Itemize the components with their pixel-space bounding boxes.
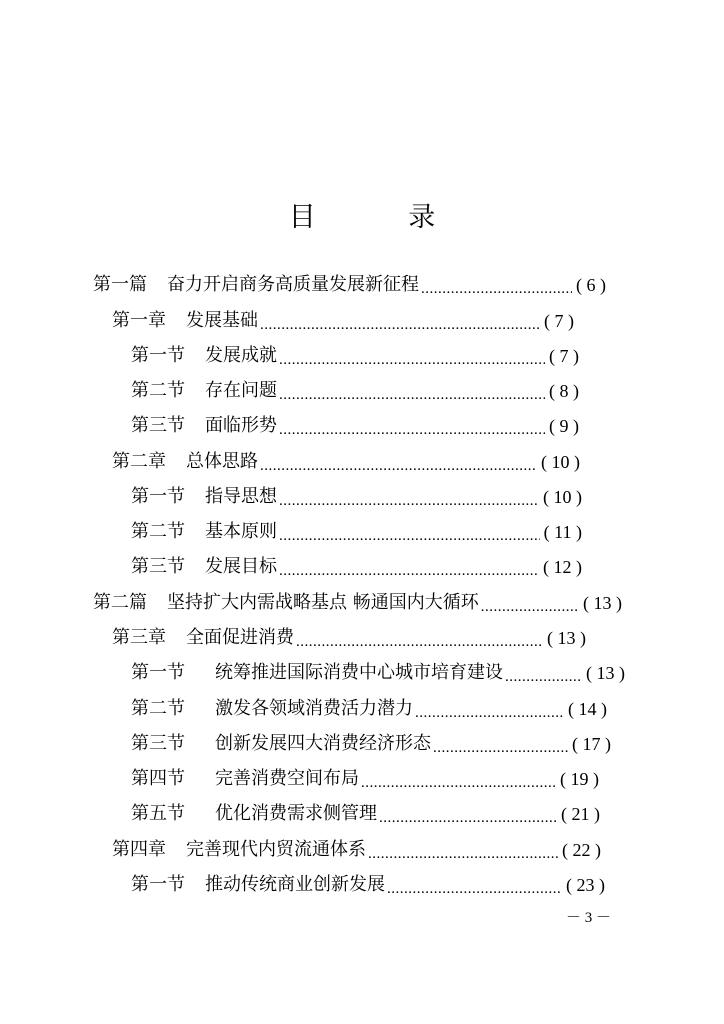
toc-dot-leader: [361, 768, 556, 794]
toc-entry-label: 第二篇: [93, 592, 147, 613]
toc-entry-page: ( 13 ): [547, 628, 586, 648]
toc-entry[interactable]: [131, 764, 599, 794]
toc-entry-label: 第五节: [131, 803, 185, 824]
toc-entry-page: ( 17 ): [572, 734, 611, 754]
toc-entry-title: 统筹推进国际消费中心城市培育建设: [215, 662, 503, 683]
toc-entry-label: 第一节: [131, 874, 185, 895]
toc-dot-leader: [379, 803, 557, 829]
toc-entry-title: 奋力开启商务高质量发展新征程: [167, 274, 419, 295]
toc-dot-leader: [279, 521, 540, 547]
toc-entry[interactable]: [131, 376, 579, 406]
toc-entry-page: ( 7 ): [544, 311, 574, 331]
toc-entry-label: 第三节: [131, 556, 185, 577]
toc-entry[interactable]: [131, 729, 611, 759]
toc-entry-label: 第一节: [131, 345, 185, 366]
toc-dot-leader: [279, 380, 545, 406]
toc-entry-page: ( 6 ): [576, 275, 606, 295]
toc-entry-page: ( 9 ): [549, 416, 579, 436]
page-title: 目 录: [288, 202, 478, 233]
toc-entry-label: 第三章: [112, 627, 166, 648]
toc-entry-label: 第四节: [131, 768, 185, 789]
toc-entry-page: ( 14 ): [568, 699, 607, 719]
toc-entry[interactable]: [131, 517, 582, 547]
toc-entry-title: 全面促进消费: [186, 627, 294, 648]
toc-entry-label: 第三节: [131, 733, 185, 754]
toc-dot-leader: [368, 839, 558, 865]
toc-dot-leader: [296, 627, 543, 653]
toc-entry[interactable]: [131, 482, 582, 512]
toc-entry[interactable]: [131, 341, 579, 371]
toc-entry-page: ( 8 ): [549, 381, 579, 401]
toc-entry-title: 完善现代内贸流通体系: [186, 839, 366, 860]
page-number: － 3 －: [566, 910, 612, 926]
toc-dot-leader: [433, 733, 568, 759]
toc-entry-page: ( 10 ): [541, 452, 580, 472]
toc-dot-leader: [279, 415, 545, 441]
toc-entry[interactable]: [112, 835, 601, 865]
toc-entry-label: 第二节: [131, 698, 185, 719]
toc-entry[interactable]: [112, 306, 574, 336]
toc-entry-page: ( 21 ): [561, 804, 600, 824]
toc-dot-leader: [481, 592, 579, 618]
toc-entry-page: ( 13 ): [586, 663, 625, 683]
toc-entry-page: ( 7 ): [549, 346, 579, 366]
toc-entry-title: 优化消费需求侧管理: [215, 803, 377, 824]
toc-entry[interactable]: [131, 658, 625, 688]
toc-entry-title: 完善消费空间布局: [215, 768, 359, 789]
toc-entry-title: 指导思想: [205, 486, 277, 507]
toc-entry-label: 第二章: [112, 451, 166, 472]
toc-entry[interactable]: [93, 588, 622, 618]
toc-entry-title: 基本原则: [205, 521, 277, 542]
toc-entry[interactable]: [131, 552, 582, 582]
toc-entry-page: ( 11 ): [543, 522, 582, 542]
toc-entry-title: 面临形势: [205, 415, 277, 436]
toc-entry-title: 激发各领域消费活力潜力: [215, 698, 413, 719]
toc-entry-title: 发展基础: [186, 310, 258, 331]
toc-dot-leader: [421, 274, 572, 300]
toc-entry-title: 坚持扩大内需战略基点 畅通国内大循环: [167, 592, 479, 613]
toc-entry-title: 推动传统商业创新发展: [205, 874, 385, 895]
toc-entry-page: ( 23 ): [566, 875, 605, 895]
toc-dot-leader: [260, 310, 540, 336]
toc-dot-leader: [505, 662, 582, 688]
toc-entry[interactable]: [131, 799, 600, 829]
toc-entry-label: 第三节: [131, 415, 185, 436]
toc-entry-label: 第一节: [131, 486, 185, 507]
toc-entry-title: 存在问题: [205, 380, 277, 401]
toc-entry-label: 第二节: [131, 521, 185, 542]
toc-entry-page: ( 10 ): [543, 487, 582, 507]
toc-dot-leader: [415, 698, 564, 724]
toc-entry[interactable]: [131, 694, 607, 724]
toc-entry[interactable]: [131, 870, 605, 900]
toc-entry-page: ( 12 ): [543, 557, 582, 577]
toc-entry-label: 第一章: [112, 310, 166, 331]
toc-entry-page: ( 13 ): [583, 593, 622, 613]
toc-dot-leader: [387, 874, 562, 900]
toc-entry[interactable]: [93, 270, 606, 300]
toc-entry-title: 创新发展四大消费经济形态: [215, 733, 431, 754]
toc-entry-title: 发展目标: [205, 556, 277, 577]
toc-entry-page: ( 19 ): [560, 769, 599, 789]
toc-dot-leader: [279, 556, 539, 582]
toc-dot-leader: [279, 486, 539, 512]
toc-dot-leader: [260, 451, 537, 477]
toc-entry-title: 总体思路: [186, 451, 258, 472]
toc-dot-leader: [279, 345, 545, 371]
toc-entry[interactable]: [112, 623, 586, 653]
toc-entry[interactable]: [131, 411, 579, 441]
toc-entry-label: 第四章: [112, 839, 166, 860]
toc-entry-page: ( 22 ): [562, 840, 601, 860]
toc-entry-label: 第一篇: [93, 274, 147, 295]
toc-entry-title: 发展成就: [205, 345, 277, 366]
toc-entry-label: 第二节: [131, 380, 185, 401]
toc-entry[interactable]: [112, 447, 580, 477]
toc-entry-label: 第一节: [131, 662, 185, 683]
